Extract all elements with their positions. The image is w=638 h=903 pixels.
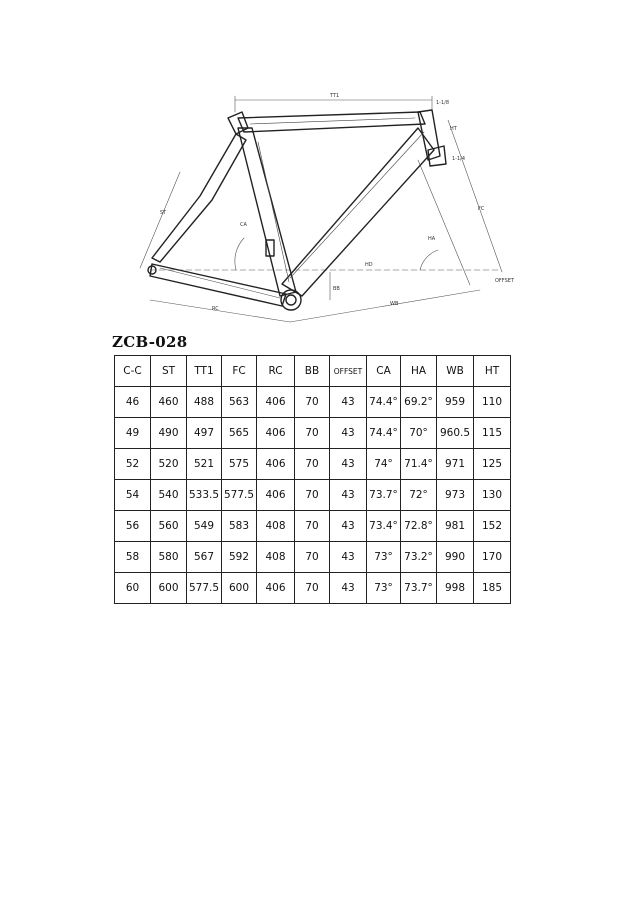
wb-label: WB — [390, 301, 399, 307]
model-title: ZCB-028 — [112, 333, 188, 351]
table-cell: 152 — [474, 511, 511, 542]
table-cell: 52 — [115, 449, 151, 480]
table-cell: 575 — [222, 449, 257, 480]
column-header: CA — [367, 356, 401, 387]
table-cell: 72.8° — [401, 511, 437, 542]
geometry-table — [114, 355, 511, 604]
table-row — [115, 449, 511, 480]
tube-details — [160, 118, 424, 298]
frame-geometry-diagram — [0, 0, 638, 330]
table-row — [115, 480, 511, 511]
st-label: ST — [160, 210, 167, 216]
table-cell: 170 — [474, 542, 511, 573]
table-cell: 998 — [437, 573, 474, 604]
table-cell: 43 — [330, 449, 367, 480]
table-cell: 56 — [115, 511, 151, 542]
column-header: HA — [401, 356, 437, 387]
table-cell: 74° — [367, 449, 401, 480]
table-cell: 70 — [295, 387, 330, 418]
table-cell: 185 — [474, 573, 511, 604]
table-cell: 973 — [437, 480, 474, 511]
table-cell: 577.5 — [222, 480, 257, 511]
table-header-row — [115, 356, 511, 387]
table-cell: 58 — [115, 542, 151, 573]
table-cell: 460 — [151, 387, 187, 418]
column-header: WB — [437, 356, 474, 387]
table-cell: 408 — [257, 511, 295, 542]
table-cell: 73.4° — [367, 511, 401, 542]
table-cell: 520 — [151, 449, 187, 480]
column-header: FC — [222, 356, 257, 387]
table-cell: 70 — [295, 480, 330, 511]
table-cell: 490 — [151, 418, 187, 449]
table-cell: 73° — [367, 542, 401, 573]
table-cell: 110 — [474, 387, 511, 418]
table-cell: 592 — [222, 542, 257, 573]
table-row — [115, 542, 511, 573]
column-header: OFFSET — [330, 356, 367, 387]
ha-label: HA — [428, 236, 436, 242]
table-row — [115, 418, 511, 449]
table-cell: 60 — [115, 573, 151, 604]
column-header: ST — [151, 356, 187, 387]
table-cell: 540 — [151, 480, 187, 511]
dimension-lines — [140, 96, 502, 322]
fc-label: FC — [478, 206, 485, 212]
table-cell: 971 — [437, 449, 474, 480]
table-cell: 54 — [115, 480, 151, 511]
bb-label: BB — [333, 286, 340, 292]
table-cell: 406 — [257, 387, 295, 418]
table-cell: 70 — [295, 573, 330, 604]
table-cell: 560 — [151, 511, 187, 542]
table-cell: 73° — [367, 573, 401, 604]
table-cell: 43 — [330, 542, 367, 573]
table-cell: 408 — [257, 542, 295, 573]
bike-frame — [148, 110, 446, 310]
table-row — [115, 573, 511, 604]
ca-label: CA — [240, 222, 247, 228]
table-cell: 406 — [257, 573, 295, 604]
table-cell: 74.4° — [367, 418, 401, 449]
table-cell: 70 — [295, 449, 330, 480]
head-angle-top-label: 1-1/8 — [436, 100, 450, 106]
table-cell: 567 — [187, 542, 222, 573]
table-cell: 70 — [295, 418, 330, 449]
table-cell: 580 — [151, 542, 187, 573]
table-cell: 533.5 — [187, 480, 222, 511]
table-cell: 49 — [115, 418, 151, 449]
table-cell: 73.2° — [401, 542, 437, 573]
table-cell: 130 — [474, 480, 511, 511]
column-header: RC — [257, 356, 295, 387]
column-header: BB — [295, 356, 330, 387]
table-cell: 46 — [115, 387, 151, 418]
table-cell: 497 — [187, 418, 222, 449]
table-cell: 70 — [295, 542, 330, 573]
rc-label: RC — [212, 306, 219, 312]
table-row — [115, 511, 511, 542]
table-cell: 115 — [474, 418, 511, 449]
table-cell: 959 — [437, 387, 474, 418]
table-cell: 72° — [401, 480, 437, 511]
table-cell: 406 — [257, 480, 295, 511]
hd-label: HD — [365, 262, 373, 268]
table-cell: 549 — [187, 511, 222, 542]
column-header: HT — [474, 356, 511, 387]
column-header: TT1 — [187, 356, 222, 387]
table-cell: 981 — [437, 511, 474, 542]
table-cell: 73.7° — [367, 480, 401, 511]
table-cell: 600 — [222, 573, 257, 604]
tt-label: TT1 — [330, 93, 340, 99]
table-row — [115, 387, 511, 418]
table-cell: 69.2° — [401, 387, 437, 418]
table-cell: 43 — [330, 387, 367, 418]
table-cell: 125 — [474, 449, 511, 480]
table-cell: 71.4° — [401, 449, 437, 480]
table-cell: 600 — [151, 573, 187, 604]
table-cell: 43 — [330, 480, 367, 511]
table-cell: 43 — [330, 511, 367, 542]
table-cell: 583 — [222, 511, 257, 542]
table-cell: 488 — [187, 387, 222, 418]
table-cell: 521 — [187, 449, 222, 480]
table-cell: 43 — [330, 418, 367, 449]
table-cell: 43 — [330, 573, 367, 604]
column-header: C-C — [115, 356, 151, 387]
table-cell: 406 — [257, 418, 295, 449]
dimension-labels — [160, 93, 515, 312]
table-cell: 563 — [222, 387, 257, 418]
table-cell: 565 — [222, 418, 257, 449]
table-cell: 406 — [257, 449, 295, 480]
offset-label: OFFSET — [495, 278, 514, 284]
table-cell: 577.5 — [187, 573, 222, 604]
table-cell: 74.4° — [367, 387, 401, 418]
table-cell: 70 — [295, 511, 330, 542]
head-angle-bottom-label: 1-1/4 — [452, 156, 466, 162]
table-cell: 990 — [437, 542, 474, 573]
table-cell: 960.5 — [437, 418, 474, 449]
table-cell: 73.7° — [401, 573, 437, 604]
ht-label: HT — [450, 126, 457, 132]
table-cell: 70° — [401, 418, 437, 449]
